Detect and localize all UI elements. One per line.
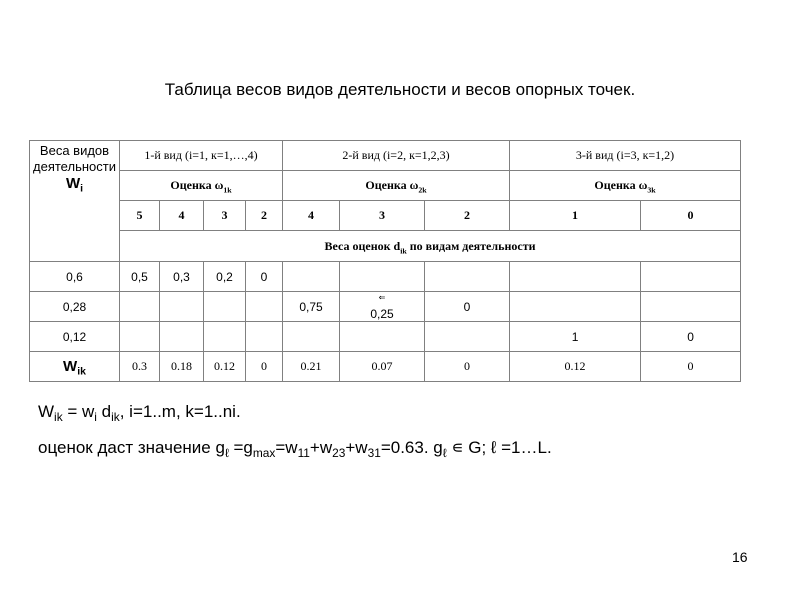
table-cell: 0,2 — [204, 262, 246, 292]
total-cell: 0.12 — [510, 352, 641, 382]
table-row — [30, 292, 741, 322]
score-header-2: Оценка $\omega_{2k}$ — [283, 171, 510, 201]
group-header-3: 3-й вид (i=3, к=1,2) — [510, 141, 741, 171]
total-cell: 0.3 — [120, 352, 160, 382]
row-weight: 0,28 — [30, 292, 120, 322]
score-header-3: Оценка $\omega_{3k}$ — [510, 171, 741, 201]
table-cell — [340, 262, 425, 292]
score-value: 4 — [160, 201, 204, 231]
table-cell — [120, 322, 160, 352]
span-label-cell: Веса оценок $d_{ik}$ по видам деятельности — [120, 231, 741, 262]
score-value: 5 — [120, 201, 160, 231]
total-cell: 0.07 — [340, 352, 425, 382]
score-value: 3 — [340, 201, 425, 231]
table-cell — [510, 262, 641, 292]
totals-row — [30, 352, 741, 382]
table-cell — [204, 322, 246, 352]
score-value: 3 — [204, 201, 246, 231]
table-cell — [425, 262, 510, 292]
score-value: 4 — [283, 201, 340, 231]
score-values-row — [30, 201, 741, 231]
table-cell — [246, 322, 283, 352]
span-label-row — [30, 231, 741, 262]
table-cell — [283, 262, 340, 292]
table-cell: 0 — [641, 322, 741, 352]
row-weight: 0,12 — [30, 322, 120, 352]
table-cell — [120, 292, 160, 322]
score-value: 0 — [641, 201, 741, 231]
table-cell: 0,5 — [120, 262, 160, 292]
table-cell — [641, 292, 741, 322]
group-header-1: 1-й вид (i=1, к=1,…,4) — [120, 141, 283, 171]
table-cell — [340, 322, 425, 352]
arrow-mark: ⇐ — [378, 292, 386, 302]
table-cell — [160, 292, 204, 322]
table-cell: ⇐ 0,25 — [340, 292, 425, 322]
page-number: 16 — [732, 549, 748, 565]
table-cell — [283, 322, 340, 352]
total-cell: 0 — [246, 352, 283, 382]
table-cell: 1 — [510, 322, 641, 352]
table-cell — [204, 292, 246, 322]
table-cell — [425, 322, 510, 352]
group-header-row — [30, 141, 741, 171]
score-value: 2 — [246, 201, 283, 231]
formula-weights: $W_{ik} = w_i$ $d_{ik}$, i=1..m, k=1..ni. — [38, 402, 241, 425]
row-weight: 0,6 — [30, 262, 120, 292]
corner-symbol: $W_i$ — [65, 175, 84, 195]
group-header-2: 2-й вид (i=2, к=1,2,3) — [283, 141, 510, 171]
score-value: 2 — [425, 201, 510, 231]
total-cell: 0.12 — [204, 352, 246, 382]
table-cell: 0,3 — [160, 262, 204, 292]
total-cell: 0.18 — [160, 352, 204, 382]
table-cell: 0 — [246, 262, 283, 292]
corner-text: Веса видов деятельности — [33, 143, 116, 174]
score-value: 1 — [510, 201, 641, 231]
score-header-1: Оценка $\omega_{1k}$ — [120, 171, 283, 201]
table-row — [30, 262, 741, 292]
table-cell — [510, 292, 641, 322]
table-cell: 0,75 — [283, 292, 340, 322]
total-cell: 0.21 — [283, 352, 340, 382]
table-cell — [246, 292, 283, 322]
corner-header-cell — [30, 141, 120, 262]
formula-gmax: оценок даст значение $g_\ell =g_{max}=w_{11}+w_{23}+w_{31}=0.63$. $g_\ell$ ∊ G; ℓ =1…L. — [38, 438, 552, 461]
total-cell: 0 — [425, 352, 510, 382]
table-cell — [160, 322, 204, 352]
total-cell: 0 — [641, 352, 741, 382]
table-row — [30, 322, 741, 352]
weights-table-container — [29, 140, 741, 382]
table-cell: 0 — [425, 292, 510, 322]
table-cell — [641, 262, 741, 292]
score-header-row — [30, 171, 741, 201]
totals-label: $W_{ik}$ — [30, 352, 120, 382]
slide-title: Таблица весов видов деятельности и весов опорных точек. — [164, 80, 636, 99]
weights-table — [29, 140, 741, 382]
